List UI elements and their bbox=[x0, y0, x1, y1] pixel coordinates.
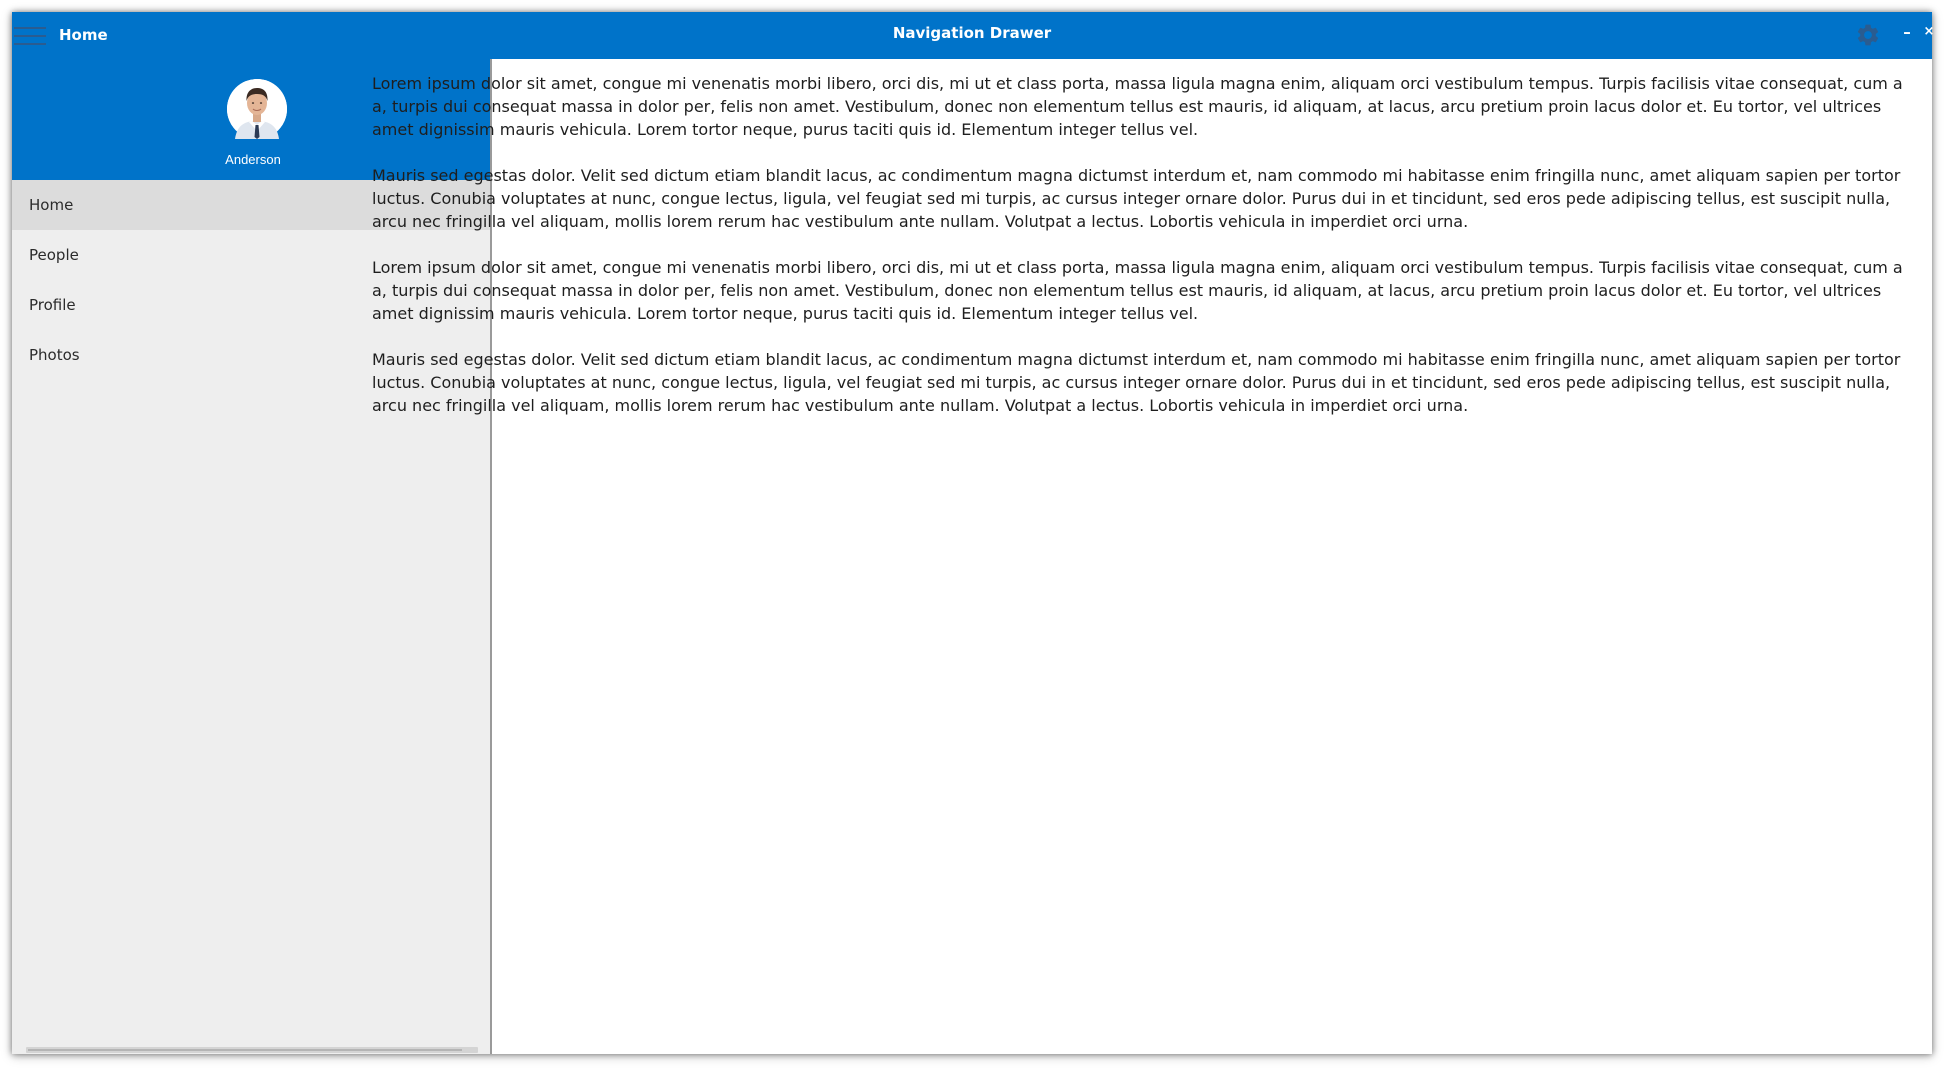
title-bar bbox=[12, 12, 1935, 59]
drawer-item-photos[interactable]: Photos bbox=[29, 346, 80, 364]
avatar-portrait-icon bbox=[227, 79, 287, 139]
window-title: Navigation Drawer bbox=[892, 24, 1052, 42]
content-paragraph: Mauris sed egestas dolor. Velit sed dictum etiam blandit lacus, ac condimentum magna dictumst interdum et, nam commodo mi habitasse enim fringilla nunc, amet aliquam sapien per tortor luctus. Conubia voluptates at nunc, congue lectus, ligula, vel feugiat sed mi turpis, ac cursus integer ornare dolor. Purus dui in et tincidunt, sed eros pede adipiscing tellus, est suscipit nulla, arcu nec fringilla vel aliquam, mollis lorem rerum hac vestibulum ante nullam. Volutpat a lectus. Lobortis vehicula in imperdiet orci urna. bbox=[372, 166, 1901, 231]
drawer-item-people[interactable]: People bbox=[29, 246, 79, 264]
page-title: Home bbox=[59, 26, 108, 44]
app-window bbox=[12, 12, 1935, 1054]
scrollbar-thumb[interactable] bbox=[28, 1049, 462, 1051]
close-button[interactable]: × bbox=[1923, 24, 1935, 39]
content-text bbox=[372, 72, 1917, 440]
drawer-item-profile[interactable]: Profile bbox=[29, 296, 76, 314]
content-paragraph: Mauris sed egestas dolor. Velit sed dictum etiam blandit lacus, ac condimentum magna dictumst interdum et, nam commodo mi habitasse enim fringilla nunc, amet aliquam sapien per tortor luctus. Conubia voluptates at nunc, congue lectus, ligula, vel feugiat sed mi turpis, ac cursus integer ornare dolor. Purus dui in et tincidunt, sed eros pede adipiscing tellus, est suscipit nulla, arcu nec fringilla vel aliquam, mollis lorem rerum hac vestibulum ante nullam. Volutpat a lectus. Lobortis vehicula in imperdiet orci urna. bbox=[372, 350, 1901, 415]
user-name: Anderson bbox=[225, 152, 281, 167]
drawer-horizontal-scrollbar[interactable] bbox=[26, 1047, 478, 1053]
main-content bbox=[372, 59, 1932, 1054]
minimize-button[interactable]: – bbox=[1903, 23, 1911, 41]
content-paragraph: Lorem ipsum dolor sit amet, congue mi venenatis morbi libero, orci dis, mi ut et class porta, massa ligula magna enim, aliquam orci vestibulum tempus. Turpis facilisis vitae consequat, cum a a, turpis dui consequat massa in dolor per, felis non amet. Vestibulum, donec non elementum tellus est mauris, id aliquam, at lacus, arcu pretium proin lacus dolor et. Eu tortor, vel ultrices amet dignissim mauris vehicula. Lorem tortor neque, purus taciti quis id. Elementum integer tellus vel. bbox=[372, 74, 1903, 139]
user-avatar bbox=[227, 79, 287, 139]
content-paragraph: Lorem ipsum dolor sit amet, congue mi venenatis morbi libero, orci dis, mi ut et class porta, massa ligula magna enim, aliquam orci vestibulum tempus. Turpis facilisis vitae consequat, cum a a, turpis dui consequat massa in dolor per, felis non amet. Vestibulum, donec non elementum tellus est mauris, id aliquam, at lacus, arcu pretium proin lacus dolor et. Eu tortor, vel ultrices amet dignissim mauris vehicula. Lorem tortor neque, purus taciti quis id. Elementum integer tellus vel. bbox=[372, 258, 1903, 323]
gear-icon[interactable] bbox=[1855, 22, 1881, 48]
drawer-item-home[interactable]: Home bbox=[12, 180, 490, 230]
